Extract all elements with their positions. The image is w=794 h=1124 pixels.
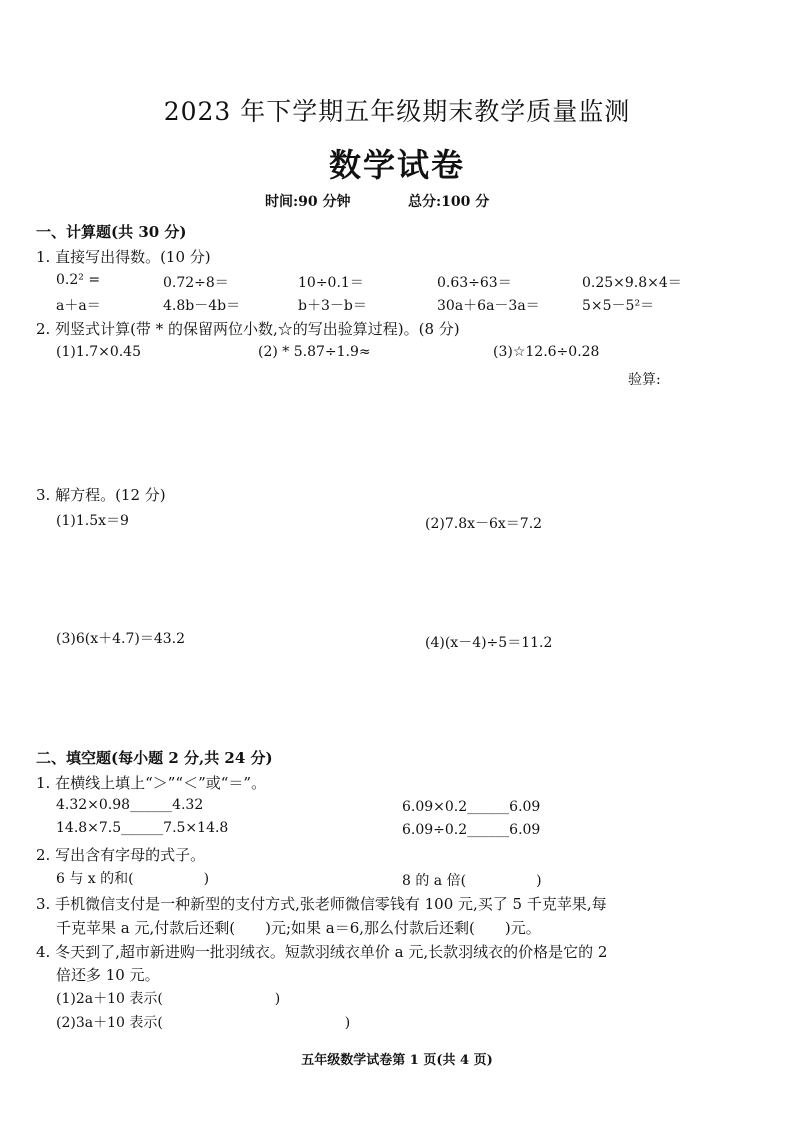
s1-q1-item: 4.8b－4b＝	[163, 298, 241, 314]
s2-q4-line1: 4. 冬天到了,超市新进购一批羽绒衣。短款羽绒衣单价 a 元,长款羽绒衣的价格是它的 2	[36, 943, 608, 961]
s2-q2-title: 2. 写出含有字母的式子。	[36, 846, 206, 864]
exam-subject-title: 数学试卷	[328, 146, 465, 184]
s2-q1-item: 4.32×0.98______4.32	[56, 797, 204, 813]
s1-q1-item: b＋3－b＝	[298, 298, 367, 314]
s2-q2-item: 8 的 a 倍( )	[402, 873, 542, 889]
s1-q1-item: 0.72÷8＝	[163, 275, 229, 291]
exam-total-score: 总分:100 分	[408, 194, 490, 210]
s2-q4-item: (1)2a＋10 表示( )	[56, 991, 281, 1007]
s1-q2-title: 2. 列竖式计算(带 * 的保留两位小数,☆的写出验算过程)。(8 分)	[36, 320, 460, 338]
s2-q4-item: (2)3a＋10 表示( )	[56, 1015, 351, 1031]
s2-q1-item: 14.8×7.5______7.5×14.8	[56, 820, 229, 836]
s1-q3-item: (2)7.8x－6x＝7.2	[425, 516, 543, 532]
s1-q3-item: (3)6(x＋4.7)＝43.2	[56, 631, 185, 647]
s1-q3-item: (4)(x－4)÷5＝11.2	[425, 635, 553, 651]
s1-q2-item: (1)1.7×0.45	[56, 344, 141, 360]
s1-q1-item: 10÷0.1＝	[298, 275, 364, 291]
s1-q1-title: 1. 直接写出得数。(10 分)	[36, 248, 211, 266]
s2-q3-line2: 千克苹果 a 元,付款后还剩( )元;如果 a＝6,那么付款后还剩( )元。	[56, 919, 541, 937]
section-1-title: 一、计算题(共 30 分)	[36, 223, 187, 241]
page-footer: 五年级数学试卷第 1 页(共 4 页)	[301, 1053, 493, 1068]
s2-q4-line2: 倍还多 10 元。	[56, 966, 160, 984]
s1-q1-item: 30a＋6a－3a＝	[437, 298, 540, 314]
exam-time: 时间:90 分钟	[265, 194, 351, 210]
s1-q2-check-label: 验算:	[628, 372, 661, 388]
s2-q1-item: 6.09×0.2______6.09	[402, 799, 541, 815]
s2-q1-item: 6.09÷0.2______6.09	[402, 822, 541, 838]
s1-q1-item: 0.63÷63＝	[437, 275, 512, 291]
s1-q3-title: 3. 解方程。(12 分)	[36, 486, 166, 504]
s1-q2-item: (2) * 5.87÷1.9≈	[258, 344, 371, 360]
s1-q1-item: 0.25×9.8×4＝	[582, 275, 682, 291]
s1-q1-item: 5×5－5²＝	[582, 298, 655, 314]
s2-q3-line1: 3. 手机微信支付是一种新型的支付方式,张老师微信零钱有 100 元,买了 5 千克苹果,每	[36, 895, 607, 913]
exam-header-title: 2023 年下学期五年级期末教学质量监测	[163, 97, 631, 126]
s1-q1-item: 0.2² =	[56, 272, 101, 288]
s2-q2-item: 6 与 x 的和( )	[56, 871, 210, 887]
section-2-title: 二、填空题(每小题 2 分,共 24 分)	[36, 749, 273, 767]
s1-q3-item: (1)1.5x＝9	[56, 513, 129, 529]
s1-q2-item: (3)☆12.6÷0.28	[493, 344, 600, 360]
s1-q1-item: a＋a＝	[56, 298, 101, 314]
s2-q1-title: 1. 在横线上填上“＞”“＜”或“＝”。	[36, 774, 267, 792]
